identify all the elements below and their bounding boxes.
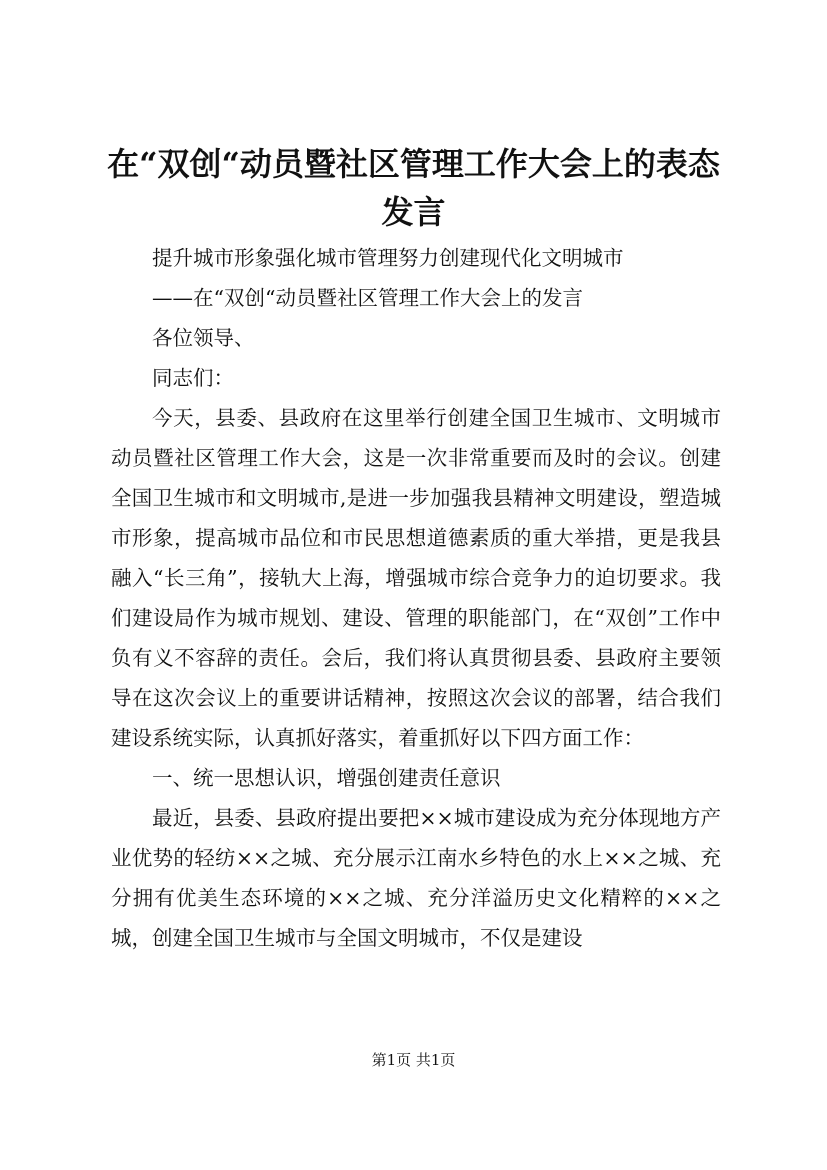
document-body	[111, 238, 721, 958]
subtitle-paragraph: 提升城市形象强化城市管理努力创建现代化文明城市	[152, 246, 624, 270]
salutation-comrades: 同志们：	[152, 366, 234, 390]
body-paragraph: 最近，县委、县政府提出要把××城市建设成为充分体现地方产业优势的轻纺××之城、充分展示江南水乡特色的水上××之城、充分拥有优美生态环境的××之城、充分洋溢历史文化精粹的××之城，创建全国卫生城市与全国文明城市，不仅是建设	[111, 806, 721, 950]
salutation-leaders: 各位领导、	[152, 326, 255, 350]
document-title: 在“双创“动员暨社区管理工作大会上的表态发言	[107, 145, 720, 231]
section-heading: 一、统一思想认识，增强创建责任意识	[152, 766, 501, 790]
body-paragraph: 今天，县委、县政府在这里举行创建全国卫生城市、文明城市动员暨社区管理工作大会，这是一次非常重要而及时的会议。创建全国卫生城市和文明城市,是进一步加强我县精神文明建设，塑造城市形象，提高城市品位和市民思想道德素质的重大举措，更是我县融入“长三角”，接轨大上海，增强城市综合竞争力的迫切要求。我们建设局作为城市规划、建设、管理的职能部门，在“双创”工作中负有义不容辞的责任。会后，我们将认真贯彻县委、县政府主要领导在这次会议上的重要讲话精神，按照这次会议的部署，结合我们建设系统实际，认真抓好落实，着重抓好以下四方面工作：	[111, 406, 721, 750]
page-footer: 第1页 共1页	[371, 1051, 456, 1069]
subtitle-source-paragraph: ——在“双创“动员暨社区管理工作大会上的发言	[152, 286, 583, 310]
